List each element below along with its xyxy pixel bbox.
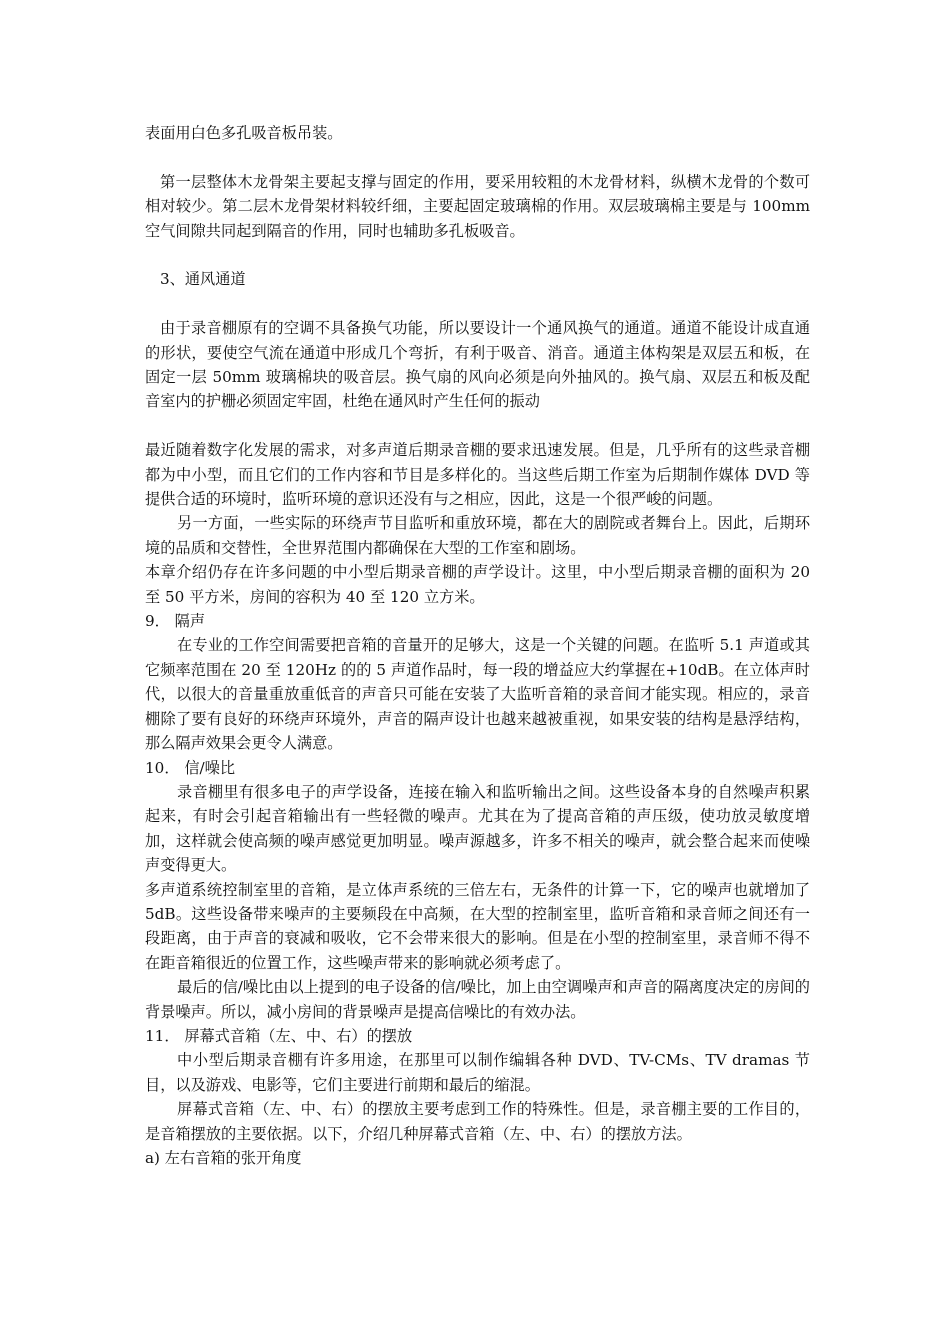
- paragraph: 另一方面，一些实际的环绕声节目监听和重放环境，都在大的剧院或者舞台上。因此，后期环境的品质和交替性，全世界范围内都确保在大型的工作室和剧场。: [145, 514, 810, 557]
- paragraph: 由于录音棚原有的空调不具备换气功能，所以要设计一个通风换气的通道。通道不能设计成直通的形状，要使空气流在通道中形成几个弯折，有利于吸音、消音。通道主体构架是双层五和板，在固定一层 50mm 玻璃棉块的吸音层。换气扇的风向必须是向外抽风的。换气扇、双层五和板及配音室内的护栅必须固定牢固，杜绝在通风时产生任何的振动: [145, 319, 810, 411]
- paragraph: 在专业的工作空间需要把音箱的音量开的足够大，这是一个关键的问题。在监听 5.1 声道或其它频率范围在 20 至 120Hz 的的 5 声道作品时，每一段的增益应大约掌握在+10dB。在立体声时代，以很大的音量重放重低音的声音只可能在安装了大监听音箱的录音间才能实现。相应的，录音棚除了要有良好的环绕声环境外，声音的隔声设计也越来越被重视，如果安装的结构是悬浮结构，那么隔声效果会更令人满意。: [145, 636, 810, 753]
- document-page: [145, 121, 810, 1170]
- paragraph: 中小型后期录音棚有许多用途，在那里可以制作编辑各种 DVD、TV-CMs、TV dramas 节目，以及游戏、电影等，它们主要进行前期和最后的缩混。: [145, 1051, 810, 1094]
- paragraph: 屏幕式音箱（左、中、右）的摆放主要考虑到工作的特殊性。但是，录音棚主要的工作目的，是音箱摆放的主要依据。以下，介绍几种屏幕式音箱（左、中、右）的摆放方法。: [145, 1100, 810, 1143]
- paragraph: 录音棚里有很多电子的声学设备，连接在输入和监听输出之间。这些设备本身的自然噪声积累起来，有时会引起音箱输出有一些轻微的噪声。尤其在为了提高音箱的声压级，使功放灵敏度增加，这样就会使高频的噪声感觉更加明显。噪声源越多，许多不相关的噪声，就会整合起来而使噪声变得更大。: [145, 782, 810, 875]
- spacer: [145, 145, 810, 169]
- spacer: [145, 243, 810, 267]
- spacer: [145, 414, 810, 438]
- section-heading: 11． 屏幕式音箱（左、中、右）的摆放: [145, 1026, 413, 1045]
- subsection-heading: a) 左右音箱的张开角度: [145, 1149, 302, 1167]
- paragraph: 最近随着数字化发展的需求，对多声道后期录音棚的要求迅速发展。但是，几乎所有的这些录音棚都为中小型，而且它们的工作内容和节目是多样化的。当这些后期工作室为后期制作媒体 DVD 等提供合适的环境时，监听环境的意识还没有与之相应，因此，这是一个很严峻的问题。: [145, 441, 810, 509]
- paragraph: 最后的信/噪比由以上提到的电子设备的信/噪比，加上由空调噪声和声音的隔离度决定的房间的背景噪声。所以，减小房间的背景噪声是提高信噪比的有效办法。: [145, 978, 810, 1021]
- section-heading: 10． 信/噪比: [145, 758, 236, 777]
- paragraph: 多声道系统控制室里的音箱，是立体声系统的三倍左右，无条件的计算一下，它的噪声也就增加了 5dB。这些设备带来噪声的主要频段在中高频，在大型的控制室里，监听音箱和录音师之间还有一段距离，由于声音的衰减和吸收，它不会带来很大的影响。但是在小型的控制室里，录音师不得不在距音箱很近的位置工作，这些噪声带来的影响就必须考虑了。: [145, 880, 810, 972]
- spacer: [145, 292, 810, 316]
- section-heading: 9． 隔声: [145, 612, 206, 631]
- paragraph: 本章介绍仍存在许多问题的中小型后期录音棚的声学设计。这里，中小型后期录音棚的面积为 20 至 50 平方米，房间的容积为 40 至 120 立方米。: [145, 563, 810, 606]
- section-heading: 3、通风通道: [160, 270, 246, 289]
- paragraph: 第一层整体木龙骨架主要起支撑与固定的作用，要采用较粗的木龙骨材料，纵横木龙骨的个数可相对较少。第二层木龙骨架材料较纤细，主要起固定玻璃棉的作用。双层玻璃棉主要是与 100mm 空气间隙共同起到隔音的作用，同时也辅助多孔板吸音。: [145, 172, 810, 240]
- paragraph: 表面用白色多孔吸音板吊装。: [145, 124, 343, 142]
